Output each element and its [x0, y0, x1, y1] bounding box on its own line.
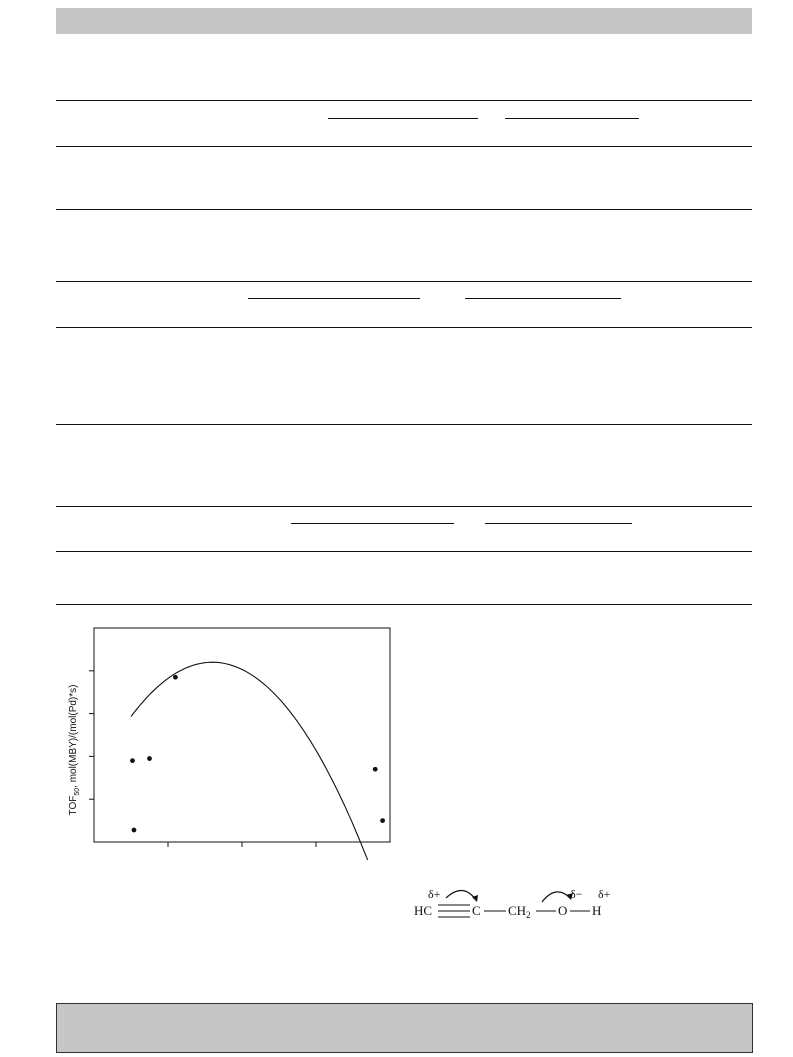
scheme-svg — [408, 880, 648, 940]
header-band — [56, 8, 752, 34]
o-atom: O — [558, 903, 568, 918]
table-rule-section — [56, 424, 752, 425]
electron-shift-arrow — [446, 890, 476, 900]
data-point — [380, 818, 385, 823]
delta-minus-label: δ− — [570, 887, 583, 901]
chart-svg — [60, 620, 400, 860]
y-axis-label — [68, 685, 81, 816]
footer-box — [56, 1003, 753, 1053]
delta-plus-label: δ+ — [428, 887, 441, 901]
tof-chart — [60, 620, 400, 860]
electron-shift-arrow — [542, 892, 570, 902]
column-group-rule — [248, 298, 420, 299]
ch2-subscript: 2 — [526, 910, 531, 920]
hc-atom: HC — [414, 903, 433, 918]
fit-curve — [131, 662, 383, 860]
ch2-group — [508, 903, 531, 920]
table-rule-bottom — [56, 604, 752, 605]
table-rule-top — [56, 100, 752, 101]
table-rule-mid — [56, 551, 752, 552]
data-point — [147, 756, 152, 761]
table-rule-mid — [56, 146, 752, 147]
h-atom: H — [592, 903, 602, 918]
plot-frame — [94, 628, 390, 842]
column-group-rule — [328, 118, 478, 119]
column-group-rule — [505, 118, 639, 119]
y-label-rest: , mol(MBY)/(mol(Pd)*s) — [68, 684, 79, 788]
c-atom: C — [472, 903, 481, 918]
y-label-subscript: 50 — [74, 787, 81, 796]
delta-plus-label: δ+ — [598, 887, 611, 901]
reaction-scheme — [408, 880, 648, 940]
data-point — [373, 767, 378, 772]
column-group-rule — [291, 523, 454, 524]
table-rule-bottom — [56, 209, 752, 210]
column-group-rule — [485, 523, 632, 524]
y-label-main: TOF — [68, 795, 79, 816]
ch2-main: CH — [508, 903, 527, 918]
table-rule-mid — [56, 327, 752, 328]
data-point — [130, 758, 135, 763]
table-rule-top — [56, 281, 752, 282]
data-point — [173, 675, 178, 680]
table-rule-section — [56, 506, 752, 507]
data-point — [132, 828, 137, 833]
column-group-rule — [465, 298, 621, 299]
